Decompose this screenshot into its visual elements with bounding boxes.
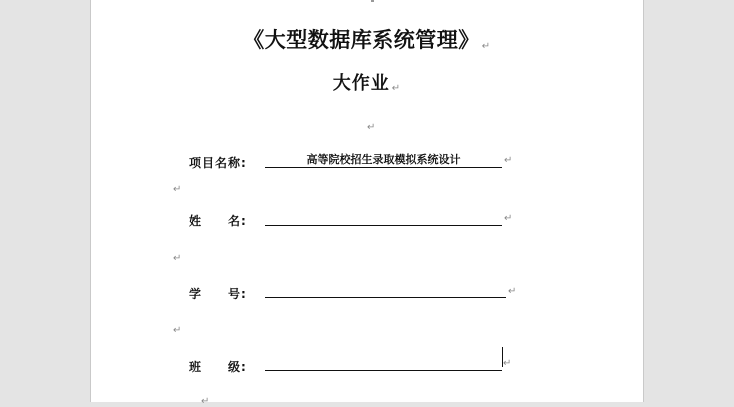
paragraph-mark-icon: ↵	[173, 253, 182, 264]
project-name-field[interactable]: 高等院校招生录取模拟系统设计	[265, 153, 502, 168]
class-label: 班 级:	[189, 360, 247, 374]
paragraph-mark-icon: ↵	[504, 213, 513, 224]
paragraph-mark-icon: ↵	[391, 83, 402, 94]
page-top-marker	[371, 0, 374, 2]
student-id-label: 学 号:	[189, 287, 247, 301]
student-id-field[interactable]	[265, 283, 506, 298]
paragraph-mark-icon: ↵	[173, 325, 182, 336]
document-subtitle	[91, 69, 643, 97]
document-title	[91, 24, 643, 54]
title-text: 《大型数据库系统管理》	[243, 28, 480, 52]
student-name-label: 姓 名:	[189, 214, 247, 228]
paragraph-mark-icon: ↵	[504, 155, 513, 166]
project-name-label: 项目名称:	[189, 156, 247, 170]
paragraph-mark-icon: ↵	[508, 286, 517, 297]
subtitle-text: 大作业	[332, 73, 390, 94]
class-field[interactable]	[265, 356, 502, 371]
paragraph-mark-icon: ↵	[201, 396, 210, 407]
paragraph-mark-icon: ↵	[367, 122, 376, 133]
paragraph-mark-icon: ↵	[503, 358, 512, 369]
paragraph-mark-icon: ↵	[481, 41, 491, 52]
document-page[interactable]	[90, 0, 644, 407]
paragraph-mark-icon: ↵	[173, 184, 182, 195]
student-name-field[interactable]	[265, 211, 502, 226]
